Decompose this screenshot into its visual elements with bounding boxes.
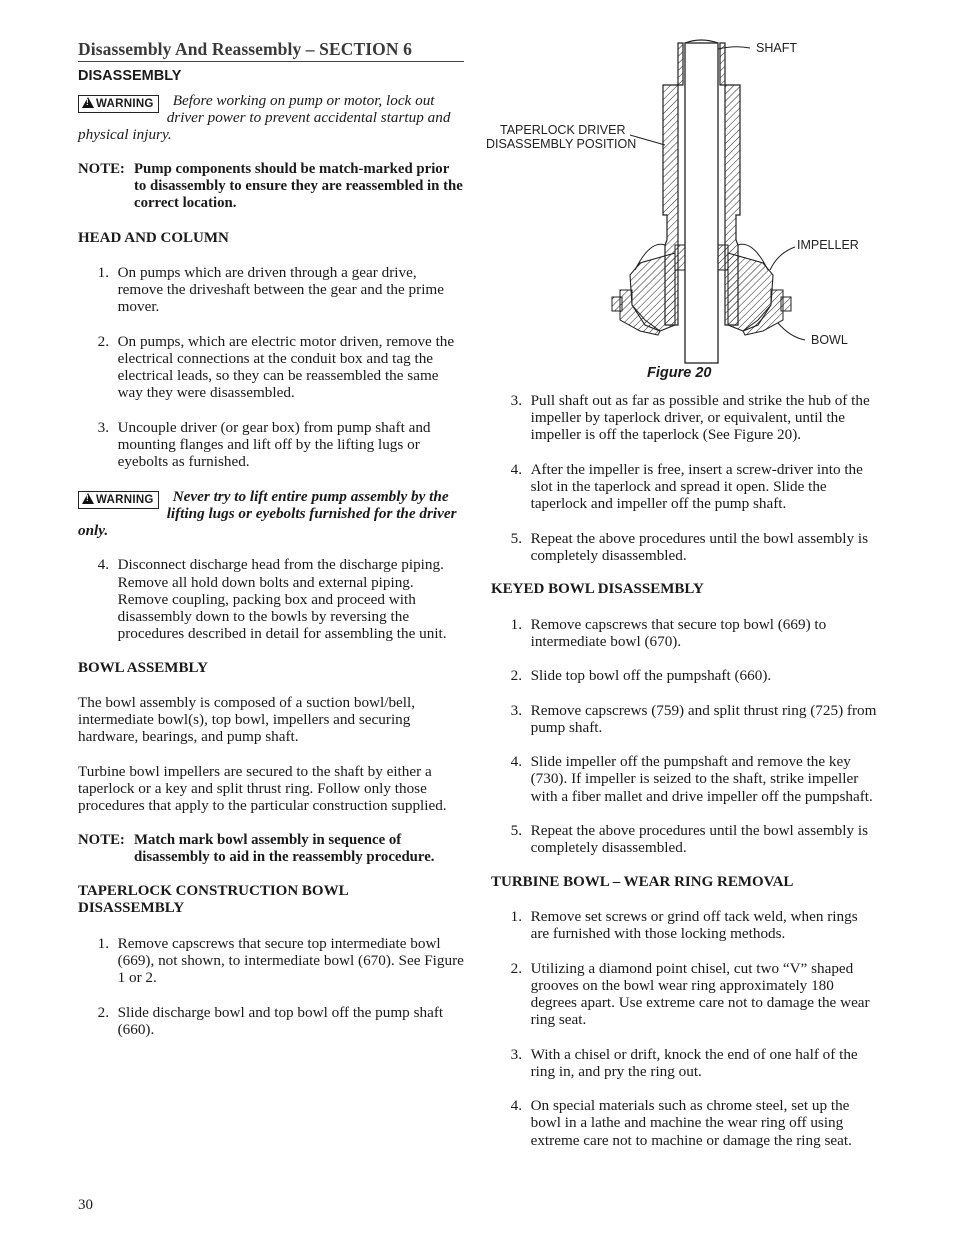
note-text: Match mark bowl assembly in sequence of disassembly to aid in the reassembly procedure.: [134, 831, 435, 865]
shaft-drawing: [685, 40, 718, 363]
wear-ring-heading: TURBINE BOWL – WEAR RING REMOVAL: [491, 873, 794, 890]
note-label: NOTE:: [78, 831, 125, 848]
taperlock-steps-continued: [491, 392, 877, 564]
head-column-step-4: [78, 556, 464, 642]
note-match-mark: [78, 161, 464, 213]
list-item: 1. Remove capscrews that secure top intermediate bowl (669), not shown, to intermediate bowl (670). See Figure 1 or 2.: [97, 934, 464, 987]
label-taperlock-line2: DISASSEMBLY POSITION: [486, 137, 637, 151]
list-item: 3. Pull shaft out as far as possible and strike the hub of the impeller by taperlock driver, or equivalent, until the impeller is off the taperlock (See Figure 20).: [510, 392, 870, 444]
note-text: Pump components should be match-marked prior to disassembly to ensure they are reassembled in the correct location.: [134, 160, 463, 212]
warning-triangle-icon: [82, 493, 94, 504]
list-item: 4. On special materials such as chrome steel, set up the bowl in a lathe and machine the wear ring off using extreme care not to machine or damage the ring seat.: [510, 1097, 852, 1149]
list-item: 2. Slide discharge bowl and top bowl off the pump shaft (660).: [97, 1003, 444, 1038]
list-item: 4. Slide impeller off the pumpshaft and remove the key (730). If impeller is seized to the shaft, strike impeller with a fiber mallet and drive impeller off the pumpshaft.: [510, 753, 873, 805]
list-item: 2. On pumps, which are electric motor driven, remove the electrical connections at the conduit box and tag the electrical leads, so they can be reassembled the same way they were disassembled.: [97, 332, 455, 402]
list-item: 2. Utilizing a diamond point chisel, cut two “V” shaped grooves on the bowl wear ring approximately 180 degrees apart. Use extreme care not to damage the wear ring seat.: [510, 959, 870, 1029]
bowl-assembly-heading: BOWL ASSEMBLY: [78, 659, 208, 676]
taperlock-heading: TAPERLOCK CONSTRUCTION BOWL DISASSEMBLY: [78, 883, 348, 917]
figure-caption: Figure 20: [647, 365, 712, 381]
disassembly-heading: DISASSEMBLY: [78, 68, 182, 84]
list-item: 3. With a chisel or drift, knock the end of one half of the ring in, and pry the ring out.: [510, 1045, 858, 1080]
list-item: 1. Remove capscrews that secure top bowl (669) to intermediate bowl (670).: [510, 615, 827, 650]
figure-20-diagram: [480, 35, 880, 365]
note-sequence: [78, 832, 464, 866]
warning-notice-lockout: [78, 92, 464, 144]
warning-text: Never try to lift entire pump assembly by the lifting lugs or eyebolts furnished for the driver only.: [78, 487, 457, 539]
warning-notice-lifting: [78, 488, 464, 540]
list-item: 4. Disconnect discharge head from the discharge piping. Remove all hold down bolts and external piping. Remove coupling, packing box and proceed with disassembly down to the bowls by reversing the procedures described in detail for assembling the unit.: [97, 556, 447, 643]
list-item: 2. Slide top bowl off the pumpshaft (660).: [510, 667, 772, 685]
label-impeller: IMPELLER: [797, 238, 859, 252]
list-item: 3. Uncouple driver (or gear box) from pump shaft and mounting flanges and lift off by the lifting lugs or eyebolts as furnished.: [97, 418, 431, 471]
label-taperlock-line1: TAPERLOCK DRIVER: [500, 123, 626, 137]
head-column-steps: [78, 264, 464, 470]
list-item: 1. Remove set screws or grind off tack weld, when rings are furnished with those locking methods.: [510, 907, 858, 943]
keyed-bowl-heading: KEYED BOWL DISASSEMBLY: [491, 581, 704, 598]
list-item: 5. Repeat the above procedures until the bowl assembly is completely disassembled.: [510, 529, 869, 564]
list-item: 4. After the impeller is free, insert a screw-driver into the slot in the taperlock and spread it open. Slide the taperlock and impeller off the pump shaft.: [510, 460, 863, 513]
taperlock-steps: [78, 935, 464, 1038]
bowl-assembly-paragraph-2: Turbine bowl impellers are secured to the shaft by either a taperlock or a key and split thrust ring. Follow only those procedures that apply to the particular construction supplied.: [78, 762, 447, 815]
list-item: 3. Remove capscrews (759) and split thrust ring (725) from pump shaft.: [510, 701, 877, 736]
list-item: 1. On pumps which are driven through a gear drive, remove the driveshaft between the gear and the prime mover.: [97, 263, 444, 316]
warning-text: Before working on pump or motor, lock out driver power to prevent accidental startup and physical injury.: [78, 92, 451, 144]
label-bowl: BOWL: [811, 333, 848, 347]
warning-badge: !WARNING: [78, 95, 159, 113]
label-shaft: SHAFT: [756, 41, 797, 55]
left-column: [78, 38, 464, 1038]
right-column: [491, 392, 877, 1149]
head-column-heading: HEAD AND COLUMN: [78, 229, 229, 246]
bowl-assembly-paragraph-1: The bowl assembly is composed of a suction bowl/bell, intermediate bowl(s), top bowl, impellers and securing hardware, bearings, and pump shaft.: [78, 693, 416, 746]
wear-ring-steps: [491, 908, 877, 1149]
note-label: NOTE:: [78, 160, 125, 177]
list-item: 5. Repeat the above procedures until the bowl assembly is completely disassembled.: [510, 821, 869, 857]
section-title: Disassembly And Reassembly – SECTION 6: [78, 38, 464, 62]
warning-triangle-icon: [82, 97, 94, 108]
warning-badge: !WARNING: [78, 491, 159, 509]
keyed-bowl-steps: [491, 616, 877, 857]
page-number: 30: [78, 1197, 93, 1213]
